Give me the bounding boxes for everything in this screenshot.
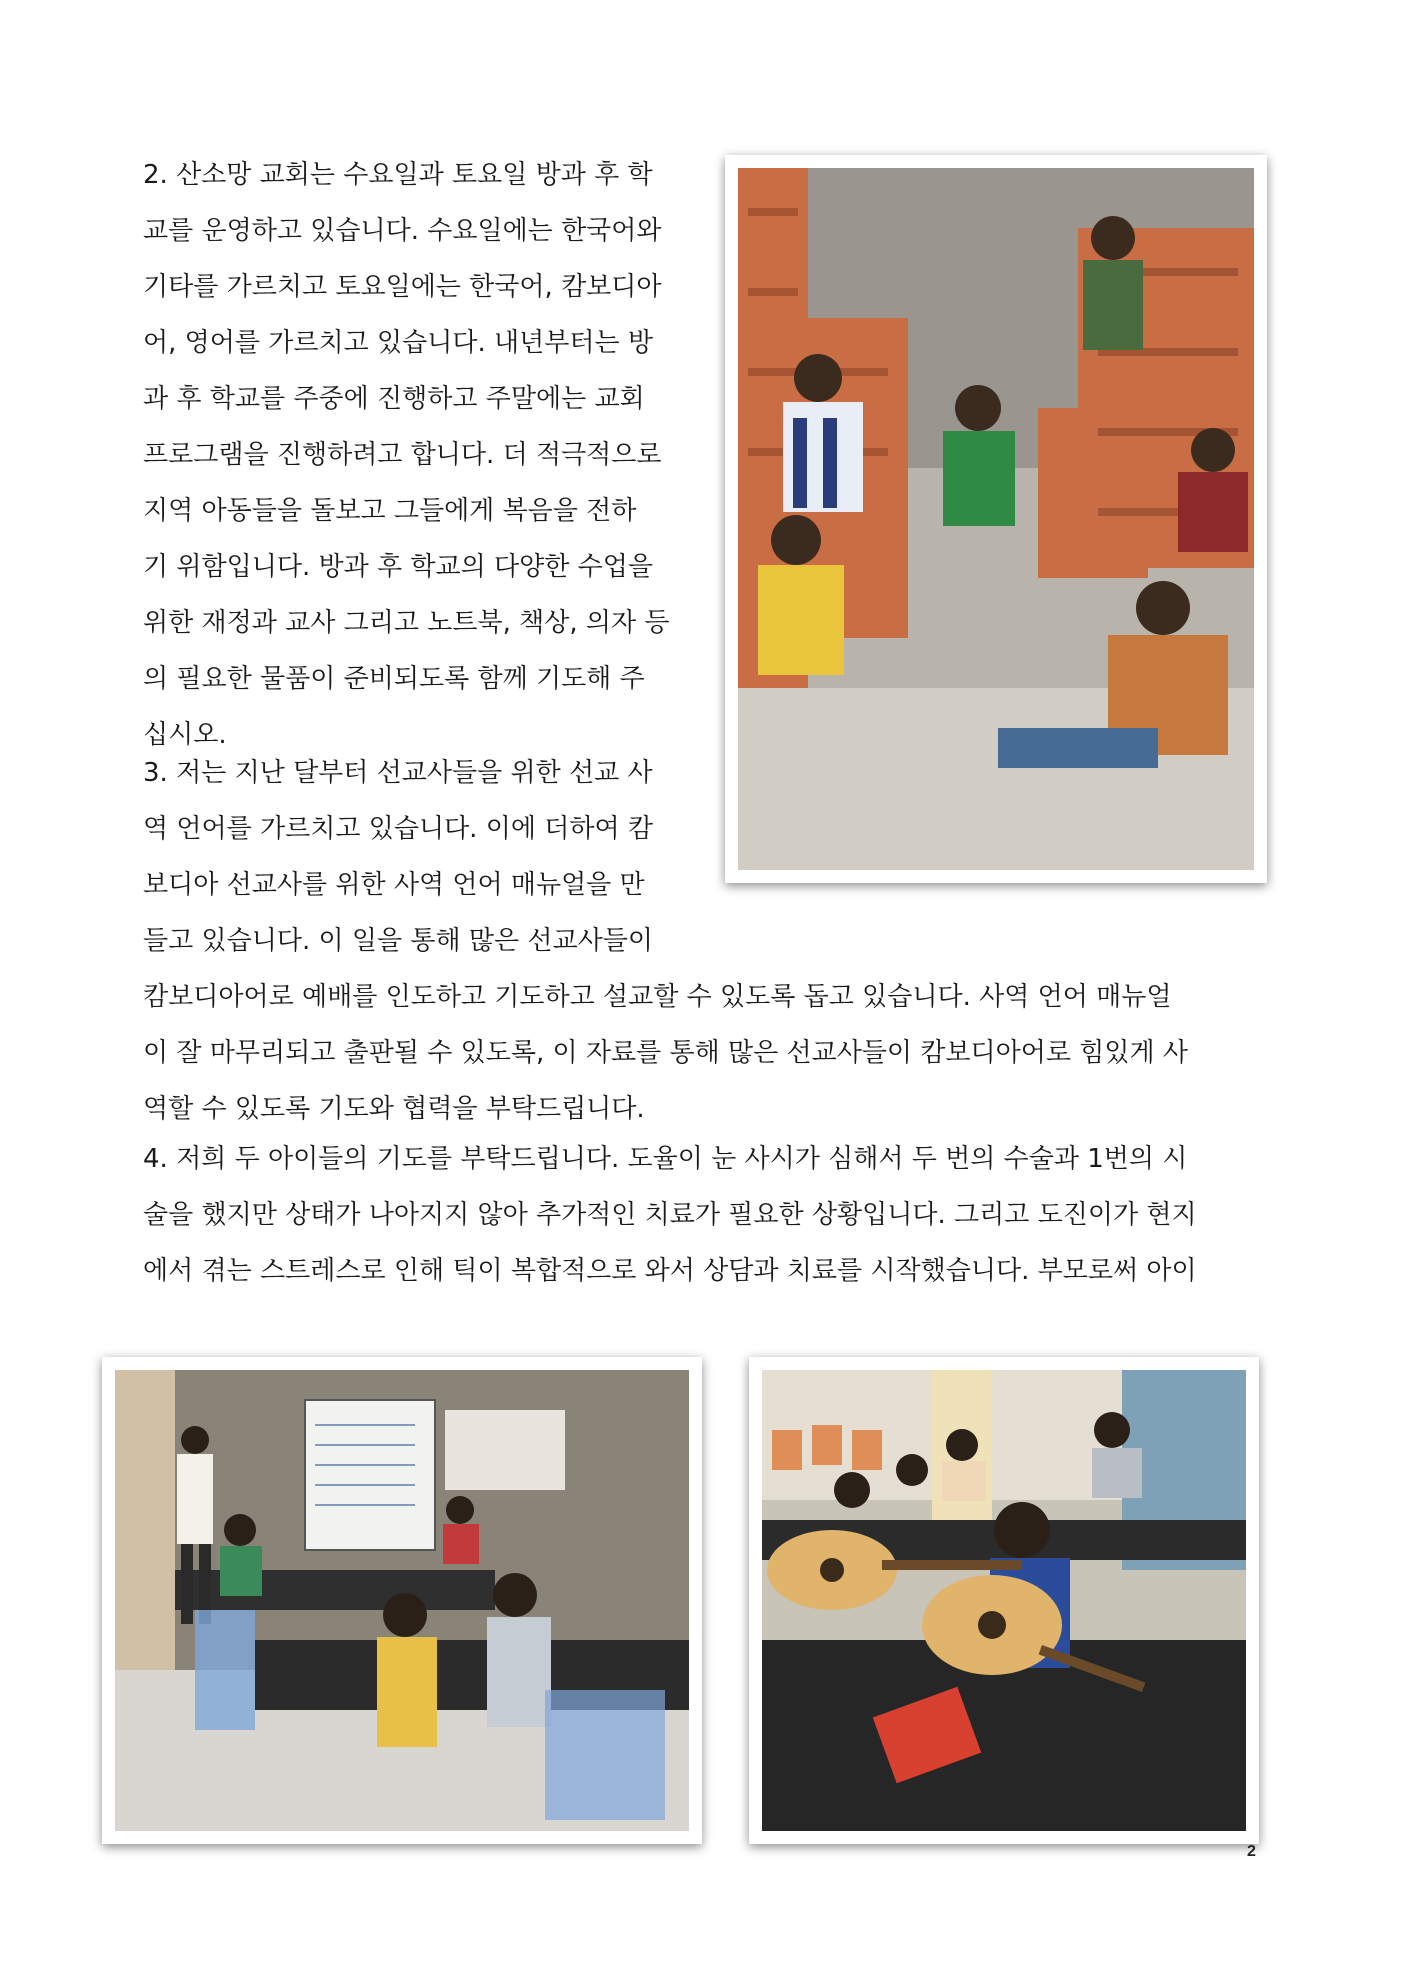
text-line: 역할 수 있도록 기도와 협력을 부탁드립니다. bbox=[143, 1094, 645, 1124]
text-line: 술을 했지만 상태가 나아지지 않아 추가적인 치료가 필요한 상황입니다. 그리고 도진이가 현지 bbox=[143, 1200, 1197, 1230]
paragraph-item-2 bbox=[143, 147, 669, 763]
text-line: 어, 영어를 가르치고 있습니다. 내년부터는 방 bbox=[143, 328, 653, 358]
text-line: 캄보디아어로 예배를 인도하고 기도하고 설교할 수 있도록 돕고 있습니다. 사역 언어 매뉴얼 bbox=[143, 982, 1172, 1012]
text-line: 들고 있습니다. 이 일을 통해 많은 선교사들이 bbox=[143, 926, 653, 956]
text-line: 4. 저희 두 아이들의 기도를 부탁드립니다. 도율이 눈 사시가 심해서 두 번의 수술과 1번의 시 bbox=[143, 1144, 1188, 1174]
text-line: 기타를 가르치고 토요일에는 한국어, 캄보디아 bbox=[143, 272, 662, 302]
text-line: 보디아 선교사를 위한 사역 언어 매뉴얼을 만 bbox=[143, 870, 645, 900]
text-line: 역 언어를 가르치고 있습니다. 이에 더하여 캄 bbox=[143, 814, 653, 844]
text-line: 이 잘 마무리되고 출판될 수 있도록, 이 자료를 통해 많은 선교사들이 캄보디아어로 힘있게 사 bbox=[143, 1038, 1188, 1068]
photo-classroom-whiteboard-image bbox=[115, 1370, 689, 1831]
page-number: 2 bbox=[1247, 1843, 1256, 1860]
photo-guitar-class-image bbox=[762, 1370, 1246, 1831]
text-line: 2. 산소망 교회는 수요일과 토요일 방과 후 학 bbox=[143, 160, 653, 190]
photo-children-on-bricks-image bbox=[738, 168, 1254, 870]
text-line: 에서 겪는 스트레스로 인해 틱이 복합적으로 와서 상담과 치료를 시작했습니다. 부모로써 아이 bbox=[143, 1256, 1197, 1286]
paragraph-item-4 bbox=[143, 1131, 1197, 1299]
text-line: 과 후 학교를 주중에 진행하고 주말에는 교회 bbox=[143, 384, 645, 414]
text-line: 3. 저는 지난 달부터 선교사들을 위한 선교 사 bbox=[143, 758, 653, 788]
text-line: 지역 아동들을 돌보고 그들에게 복음을 전하 bbox=[143, 496, 637, 526]
text-line: 프로그램을 진행하려고 합니다. 더 적극적으로 bbox=[143, 440, 662, 470]
text-line: 의 필요한 물품이 준비되도록 함께 기도해 주 bbox=[143, 664, 645, 694]
photo-guitar-class bbox=[749, 1357, 1259, 1844]
photo-classroom-whiteboard bbox=[102, 1357, 702, 1844]
text-line: 위한 재정과 교사 그리고 노트북, 책상, 의자 등 bbox=[143, 608, 670, 638]
text-line: 기 위함입니다. 방과 후 학교의 다양한 수업을 bbox=[143, 552, 653, 582]
text-line: 교를 운영하고 있습니다. 수요일에는 한국어와 bbox=[143, 216, 662, 246]
text-line: 십시오. bbox=[143, 720, 227, 750]
photo-children-on-bricks bbox=[725, 155, 1267, 883]
